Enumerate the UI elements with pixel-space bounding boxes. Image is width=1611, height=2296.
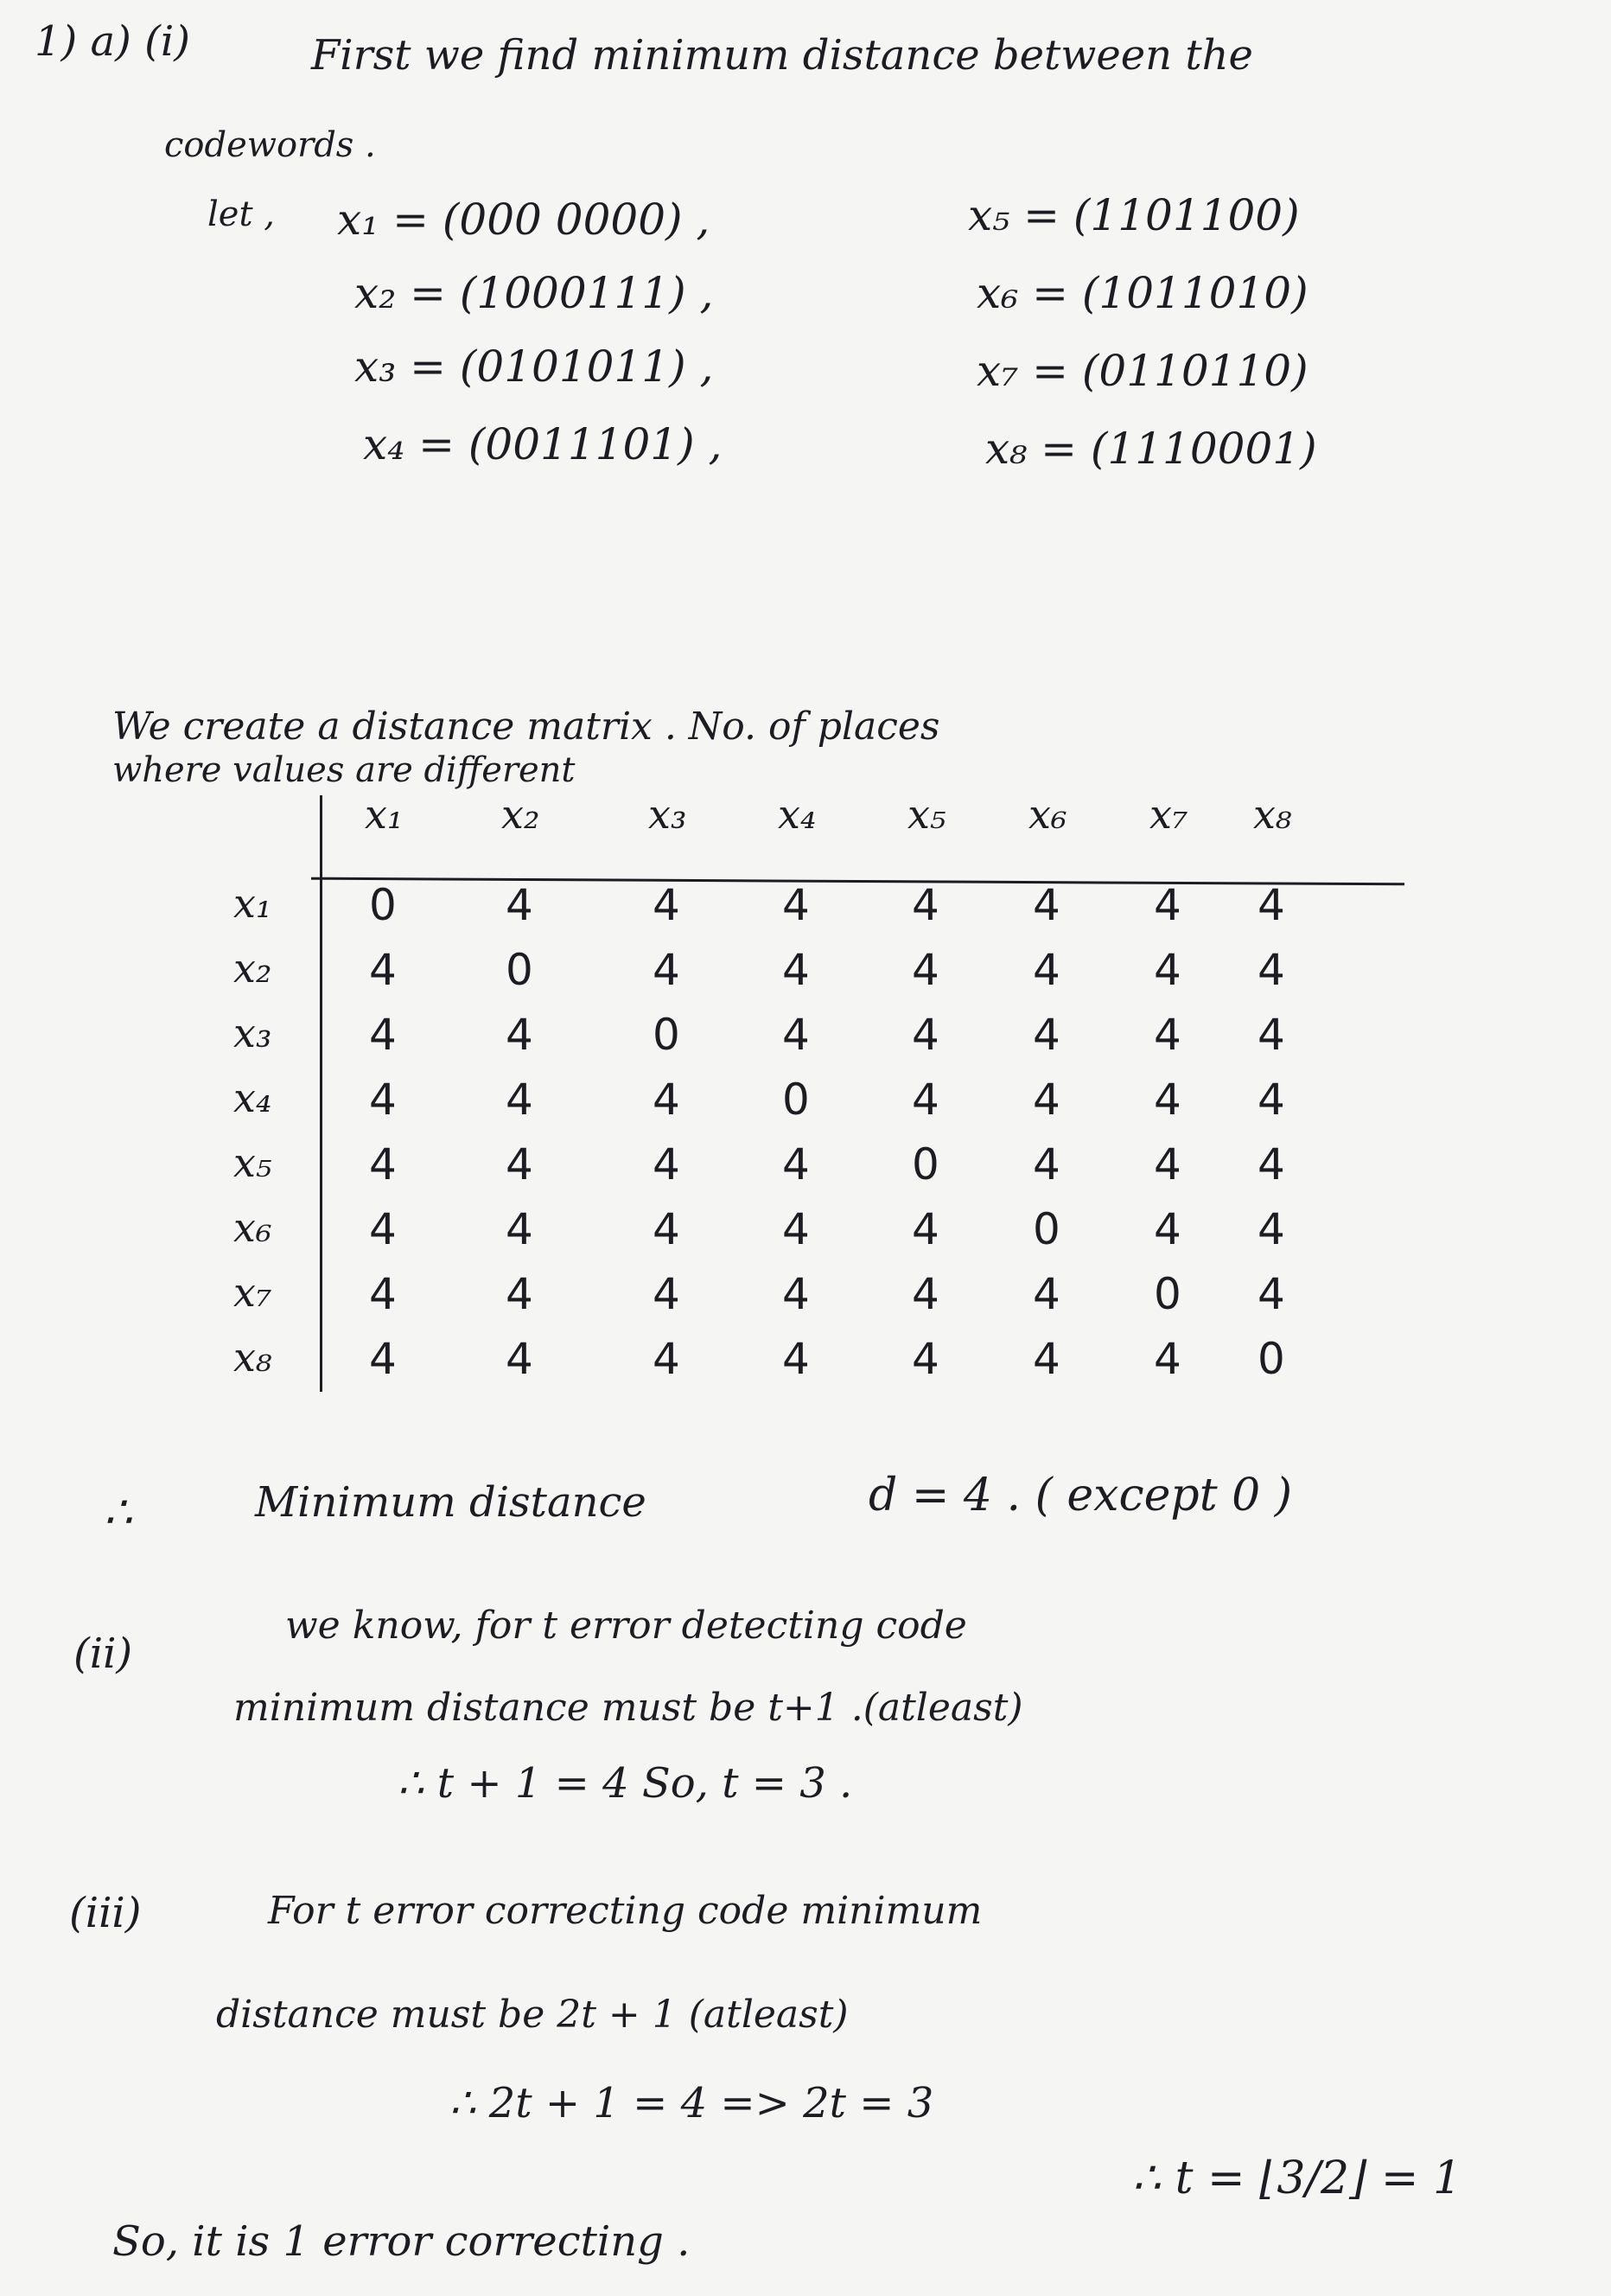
matrix-cell: 4 (653, 945, 680, 995)
matrix-intro-line1: We create a distance matrix . No. of places (112, 705, 940, 749)
matrix-row-header: x₁ (233, 880, 272, 927)
matrix-cell: 4 (1154, 1139, 1181, 1189)
matrix-cell: 4 (653, 1334, 680, 1384)
matrix-cell: 4 (1258, 1269, 1285, 1319)
part-iii-line2: distance must be 2t + 1 (atleast) (216, 1993, 849, 2037)
matrix-cell: 4 (653, 1139, 680, 1189)
matrix-cell: 4 (1033, 1269, 1060, 1319)
matrix-cell: 4 (1154, 1334, 1181, 1384)
part-iii-line4: ∴ t = ⌊3/2⌋ = 1 (1132, 2152, 1462, 2204)
matrix-cell: 4 (1258, 1139, 1285, 1189)
matrix-cell: 4 (506, 1075, 533, 1125)
matrix-cell: 4 (1258, 1204, 1285, 1254)
matrix-col-header: x₂ (501, 791, 540, 838)
matrix-cell: 4 (1154, 945, 1181, 995)
matrix-row-header: x₇ (233, 1269, 272, 1316)
matrix-cell: 4 (912, 1010, 939, 1060)
matrix-cell: 4 (782, 1010, 810, 1060)
matrix-cell: 4 (912, 945, 939, 995)
matrix-cell: 4 (369, 1139, 397, 1189)
codeword-x2: x₂ = (1000111) , (354, 268, 714, 318)
matrix-cell: 0 (1154, 1269, 1181, 1319)
matrix-cell: 4 (912, 1334, 939, 1384)
matrix-cell: 0 (782, 1075, 810, 1125)
matrix-col-header: x₁ (365, 791, 404, 838)
part-ii-line2: minimum distance must be t+1 .(atleast) (233, 1686, 1023, 1730)
codeword-x8: x₈ = (1110001) (985, 424, 1317, 474)
min-distance-text: Minimum distance (255, 1478, 646, 1527)
matrix-cell: 4 (506, 1269, 533, 1319)
matrix-cell: 0 (653, 1010, 680, 1060)
part-i-label: 1) a) (i) (35, 17, 190, 66)
matrix-cell: 0 (506, 945, 533, 995)
matrix-cell: 4 (782, 1334, 810, 1384)
matrix-cell: 4 (1154, 880, 1181, 930)
matrix-col-header: x₅ (907, 791, 946, 838)
matrix-cell: 4 (369, 1269, 397, 1319)
codeword-x6: x₆ = (1011010) (977, 268, 1309, 318)
matrix-cell: 4 (782, 880, 810, 930)
matrix-cell: 4 (506, 1334, 533, 1384)
matrix-row-header: x₃ (233, 1010, 272, 1056)
conclusion-text: So, it is 1 error correcting . (112, 2217, 691, 2266)
matrix-row-header: x₈ (233, 1334, 272, 1381)
matrix-col-header: x₆ (1028, 791, 1067, 838)
codeword-x4: x₄ = (0011101) , (363, 419, 723, 469)
matrix-cell: 4 (912, 1075, 939, 1125)
matrix-cell: 4 (782, 945, 810, 995)
part-iii-label: (iii) (69, 1889, 142, 1937)
matrix-cell: 4 (1033, 1075, 1060, 1125)
matrix-cell: 4 (653, 1204, 680, 1254)
part-i-line2: codewords . (164, 125, 376, 165)
matrix-row-header: x₅ (233, 1139, 272, 1186)
matrix-cell: 0 (369, 880, 397, 930)
matrix-cell: 0 (1033, 1204, 1060, 1254)
matrix-cell: 4 (1033, 1010, 1060, 1060)
matrix-cell: 4 (1154, 1204, 1181, 1254)
matrix-cell: 4 (506, 880, 533, 930)
part-iii-line1: For t error correcting code minimum (268, 1889, 983, 1933)
part-iii-line3: ∴ 2t + 1 = 4 => 2t = 3 (449, 2079, 934, 2127)
matrix-col-header: x₈ (1253, 791, 1292, 838)
matrix-cell: 4 (1033, 945, 1060, 995)
matrix-row-header: x₄ (233, 1075, 272, 1121)
matrix-col-header: x₄ (778, 791, 817, 838)
matrix-cell: 4 (1258, 1075, 1285, 1125)
let-label: let , (207, 195, 275, 234)
matrix-cell: 4 (369, 945, 397, 995)
matrix-intro-line2: where values are different (112, 750, 576, 790)
matrix-cell: 4 (369, 1204, 397, 1254)
part-ii-line1: we know, for t error detecting code (285, 1604, 967, 1648)
matrix-cell: 4 (506, 1204, 533, 1254)
part-i-line1: First we find minimum distance between the (311, 31, 1253, 80)
matrix-cell: 4 (653, 1269, 680, 1319)
matrix-cell: 4 (1258, 880, 1285, 930)
therefore-symbol: ∴ (104, 1487, 133, 1539)
matrix-col-header: x₇ (1149, 791, 1188, 838)
codeword-x1: x₁ = (000 0000) , (337, 195, 710, 245)
codeword-x7: x₇ = (0110110) (977, 346, 1309, 396)
matrix-cell: 4 (782, 1204, 810, 1254)
part-ii-line3: ∴ t + 1 = 4 So, t = 3 . (398, 1759, 853, 1808)
matrix-cell: 4 (1154, 1075, 1181, 1125)
matrix-cell: 4 (912, 1269, 939, 1319)
matrix-cell: 4 (653, 880, 680, 930)
matrix-cell: 4 (1033, 1139, 1060, 1189)
matrix-cell: 4 (1258, 1010, 1285, 1060)
matrix-cell: 4 (369, 1010, 397, 1060)
matrix-cell: 4 (912, 880, 939, 930)
matrix-cell: 0 (1258, 1334, 1285, 1384)
matrix-cell: 4 (369, 1075, 397, 1125)
matrix-cell: 4 (369, 1334, 397, 1384)
matrix-cell: 4 (782, 1269, 810, 1319)
matrix-cell: 4 (506, 1010, 533, 1060)
matrix-cell: 4 (1033, 880, 1060, 930)
matrix-cell: 4 (782, 1139, 810, 1189)
matrix-cell: 4 (506, 1139, 533, 1189)
matrix-row-header: x₆ (233, 1204, 272, 1251)
matrix-cell: 4 (653, 1075, 680, 1125)
codeword-x3: x₃ = (0101011) , (354, 341, 714, 392)
matrix-cell: 4 (912, 1204, 939, 1254)
matrix-row-header: x₂ (233, 945, 272, 992)
matrix-cell: 0 (912, 1139, 939, 1189)
distance-matrix (216, 791, 1426, 1400)
matrix-col-header: x₃ (648, 791, 687, 838)
min-distance-value: d = 4 . ( except 0 ) (869, 1470, 1293, 1521)
codeword-x5: x₅ = (1101100) (968, 190, 1300, 240)
matrix-cell: 4 (1033, 1334, 1060, 1384)
matrix-cell: 4 (1258, 945, 1285, 995)
part-ii-label: (ii) (73, 1630, 133, 1678)
matrix-cell: 4 (1154, 1010, 1181, 1060)
